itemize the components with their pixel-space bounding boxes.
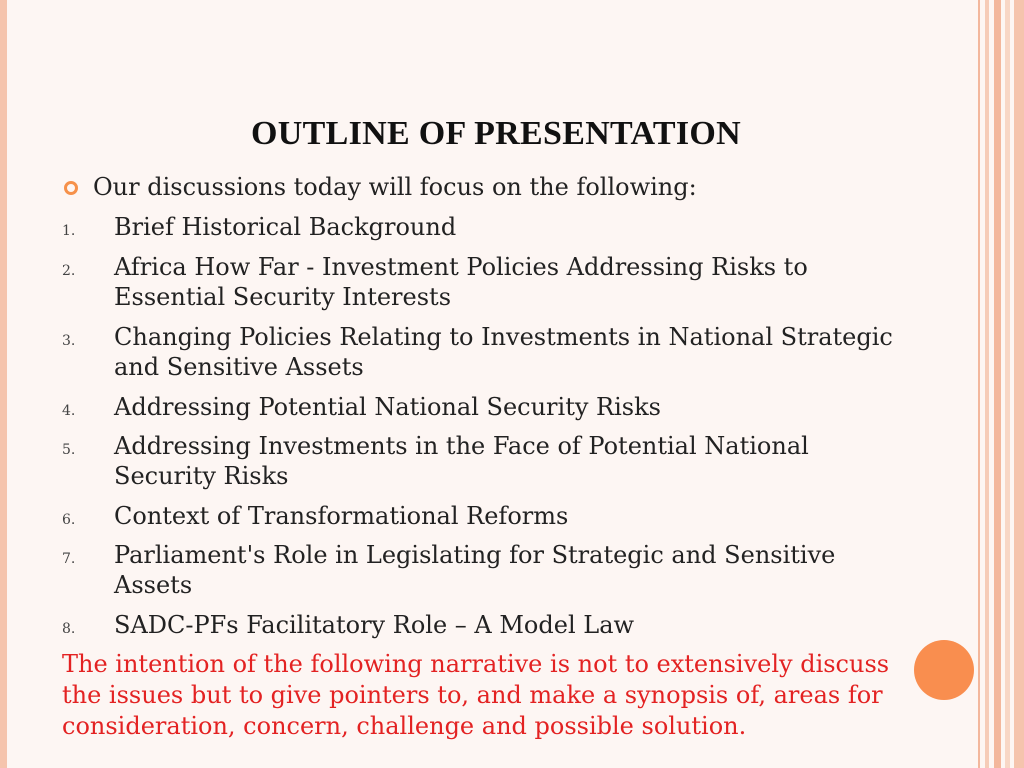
list-number: 2. [62, 263, 76, 279]
list-item-text: Addressing Investments in the Face of Potential National Security Risks [114, 432, 809, 490]
right-stripe-decoration [1005, 0, 1010, 768]
list-item-text: Parliament's Role in Legislating for Strategic and Sensitive Assets [114, 541, 836, 599]
list-number: 1. [62, 223, 76, 239]
list-item-text: Addressing Potential National Security Risks [114, 393, 661, 421]
decorative-circle [914, 640, 974, 700]
narrative-note: The intention of the following narrative is not to extensively discuss the issues but to give pointers to, and make a synopsis of, areas for consideration, concern, challenge and possible solution. [62, 650, 890, 740]
list-item-text: Changing Policies Relating to Investments in National Strategic and Sensitive Assets [114, 323, 893, 381]
list-number: 6. [62, 512, 76, 528]
right-stripe-decoration [994, 0, 1001, 768]
list-number: 8. [62, 621, 76, 637]
list-number: 4. [62, 403, 76, 419]
list-item-text: Brief Historical Background [114, 213, 457, 241]
list-item-text: Africa How Far - Investment Policies Addressing Risks to Essential Security Interests [114, 253, 808, 311]
slide-title: OUTLINE OF PRESENTATION [251, 115, 741, 152]
list-number: 7. [62, 551, 76, 567]
list-number: 3. [62, 333, 76, 349]
circle-bullet-icon [64, 181, 78, 195]
list-item-text: SADC-PFs Facilitatory Role – A Model Law [114, 611, 635, 639]
list-item-text: Context of Transformational Reforms [114, 502, 569, 530]
intro-text: Our discussions today will focus on the following: [93, 173, 697, 201]
list-number: 5. [62, 442, 76, 458]
right-stripe-decoration [1014, 0, 1024, 768]
